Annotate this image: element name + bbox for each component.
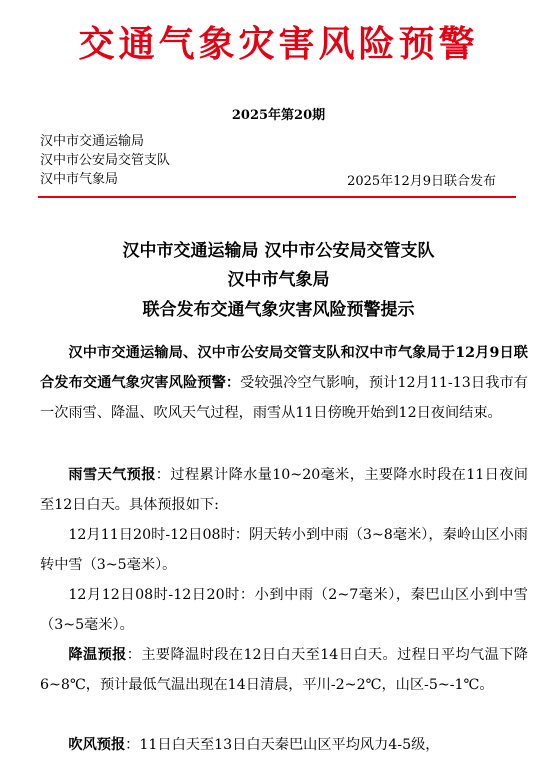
- red-divider: [38, 196, 516, 198]
- paragraph-lead: 雨雪天气预报: [68, 467, 156, 483]
- paragraph-wind: [40, 730, 528, 760]
- paragraph-forecast-2: [40, 580, 528, 640]
- paragraph-lead: 吹风预报: [68, 737, 126, 753]
- paragraph-forecast-1: [40, 520, 528, 580]
- paragraph-text: ：过程累计降水量10~20毫米，主要降水时段在11日夜间至12日白天。具体预报如下:: [40, 467, 528, 513]
- paragraph-lead: 降温预报: [68, 647, 127, 663]
- document-title: 交通气象灾害风险预警: [78, 24, 479, 65]
- paragraph-text: 受较强冷空气影响，预计12月11-13日我市有一次雨雪、降温、吹风天气过程，雨雪从11日傍晚开始到12日夜间结束。: [40, 375, 528, 421]
- headline-line-3: 联合发布交通气象灾害风险预警提示: [142, 300, 415, 320]
- paragraph-text: ：11日白天至13日白天秦巴山区平均风力4-5级，: [125, 737, 440, 753]
- paragraph-cooling: [40, 640, 528, 700]
- paragraph-text: 12月12日08时-12日20时：小到中雨（2~7毫米），秦巴山区小到中雪（3~5毫米）。: [40, 587, 528, 633]
- issue-date: 2025年12月9日联合发布: [347, 174, 496, 189]
- issue-number: 2025年第20期: [231, 108, 326, 123]
- issuer-police: 汉中市公安局交管支队: [40, 153, 171, 168]
- headline-line-1: 汉中市交通运输局 汉中市公安局交管支队: [122, 241, 435, 261]
- issuer-transport: 汉中市交通运输局: [40, 134, 145, 149]
- paragraph-text: ：主要降温时段在12日白天至14日白天。过程日平均气温下降6~8℃，预计最低气温出现在14日清晨，平川-2~2℃，山区-5~-1℃。: [40, 647, 528, 693]
- paragraph-lead: 汉中市交通运输局、汉中市公安局交管支队和汉中市气象局于12月9日联合发布交通气象灾害风险预警：: [40, 345, 528, 391]
- headline-line-2: 汉中市气象局: [227, 270, 330, 290]
- issuer-meteorology: 汉中市气象局: [40, 172, 119, 187]
- paragraph-text: 12月11日20时-12日08时：阴天转小到中雨（3~8毫米），秦岭山区小雨转中雪（3~5毫米）。: [40, 527, 528, 573]
- paragraph-intro: [40, 338, 528, 428]
- paragraph-precipitation: [40, 460, 528, 520]
